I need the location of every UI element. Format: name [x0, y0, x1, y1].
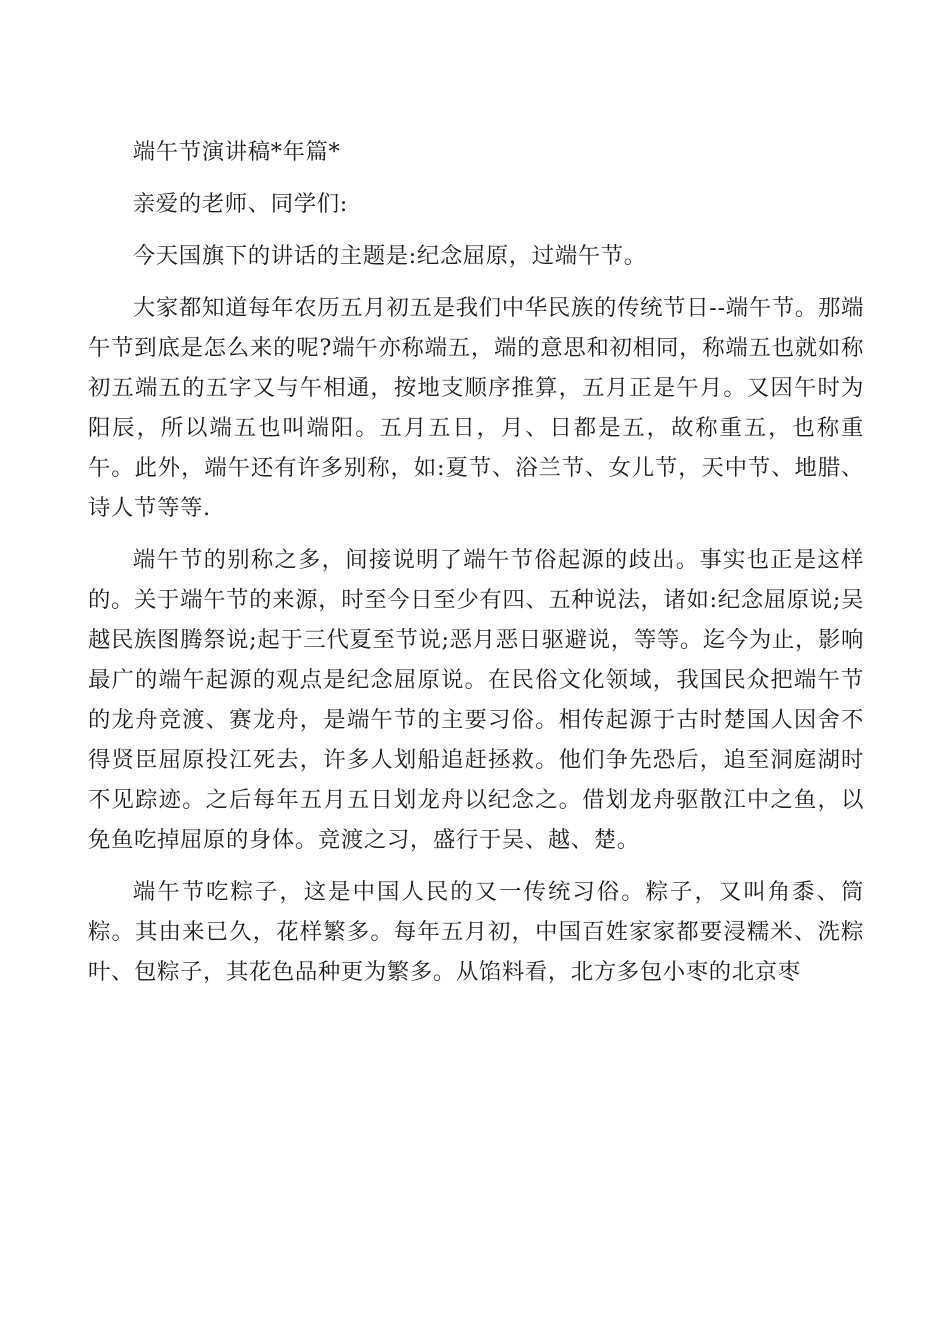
paragraph-origin: 大家都知道每年农历五月初五是我们中华民族的传统节日--端午节。那端午节到底是怎么来的呢?端午亦称端五，端的意思和初相同，称端五也就如称初五端五的五字又与午相通，按地支顺序推算，五月正是午月。又因午时为阳辰，所以端五也叫端阳。五月五日，月、日都是五，故称重五，也称重午。此外，端午还有许多别称，如:夏节、浴兰节、女儿节，天中节、地腊、诗人节等等.	[88, 295, 864, 521]
document-title: 端午节演讲稿*年篇*	[132, 139, 341, 165]
paragraph-dragon-boat: 端午节的别称之多，间接说明了端午节俗起源的歧出。事实也正是这样的。关于端午节的来源，时至今日至少有四、五种说法，诸如:纪念屈原说;吴越民族图腾祭说;起于三代夏至节说;恶月恶日驱避说，等等。迄今为止，影响最广的端午起源的观点是纪念屈原说。在民俗文化领域，我国民众把端午节的龙舟竞渡、赛龙舟，是端午节的主要习俗。相传起源于古时楚国人因舍不得贤臣屈原投江死去，许多人划船追赶拯救。他们争先恐后，追至洞庭湖时不见踪迹。之后每年五月五日划龙舟以纪念之。借划龙舟驱散江中之鱼，以免鱼吃掉屈原的身体。竞渡之习，盛行于吴、越、楚。	[88, 547, 864, 853]
paragraph-greeting: 亲爱的老师、同学们:	[132, 191, 348, 217]
paragraph-topic: 今天国旗下的讲话的主题是:纪念屈原，过端午节。	[132, 243, 647, 269]
paragraph-zongzi: 端午节吃粽子，这是中国人民的又一传统习俗。粽子，又叫角黍、筒粽。其由来已久，花样繁多。每年五月初，中国百姓家家都要浸糯米、洗粽叶、包粽子，其花色品种更为繁多。从馅料看，北方多包小枣的北京枣	[88, 879, 864, 985]
document-body	[88, 132, 864, 1004]
